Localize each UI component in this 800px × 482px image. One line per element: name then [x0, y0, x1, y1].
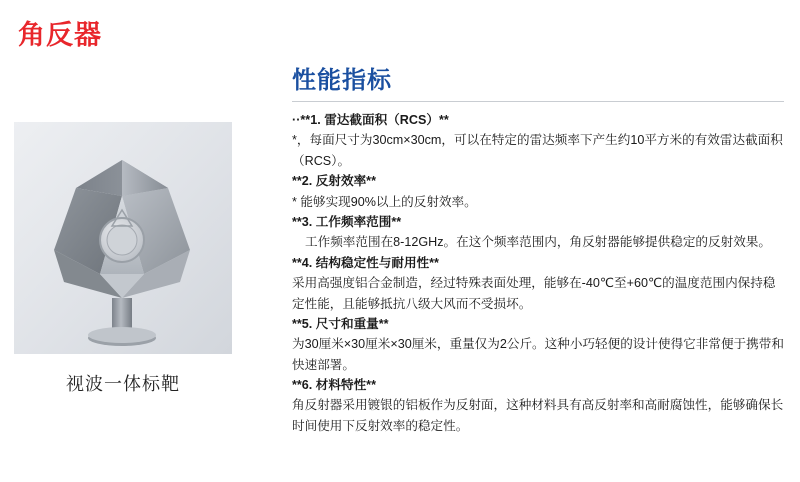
spec-heading: **2. 反射效率** [292, 174, 376, 189]
right-column [292, 0, 784, 482]
spec-heading: **3. 工作频率范围** [292, 214, 402, 229]
spec-text: 采用高强度铝合金制造，经过特殊表面处理，能够在-40℃至+60℃的温度范围内保持稳定性能，且能够抵抗八级大风而不受损坏。 [292, 276, 776, 311]
specifications-list [292, 110, 784, 436]
spec-heading: **5. 尺寸和重量** [292, 316, 389, 331]
spec-text: 为30厘米×30厘米×30厘米，重量仅为2公斤。这种小巧轻便的设计使得它非常便于携带和快速部署。 [292, 337, 784, 372]
spec-heading: **4. 结构稳定性与耐用性** [292, 255, 439, 270]
left-column [0, 0, 275, 482]
bullet-prefix: ·· [292, 113, 301, 127]
title-divider [292, 101, 784, 102]
page-title: 角反器 [18, 20, 102, 50]
spec-text: 工作频率范围在8-12GHz。在这个频率范围内，角反射器能够提供稳定的反射效果。 [305, 235, 771, 250]
spec-heading: **6. 材料特性** [292, 378, 376, 393]
spec-text: *，每面尺寸为30cm×30cm，可以在特定的雷达频率下产生约10平方米的有效雷达截面积（RCS）。 [292, 133, 783, 168]
section-title: 性能指标 [292, 67, 392, 94]
corner-reflector-illustration [14, 122, 232, 354]
image-caption: 视波一体标靶 [66, 374, 180, 394]
spec-heading-text: **1. 雷达截面积（RCS）** [300, 113, 449, 127]
spec-text: 角反射器采用镀银的铝板作为反射面，这种材料具有高反射率和高耐腐蚀性，能够确保长时间使用下反射效率的稳定性。 [292, 398, 784, 433]
spec-text: * 能够实现90%以上的反射效率。 [292, 194, 477, 209]
product-image [14, 122, 232, 354]
spec-heading [292, 110, 784, 130]
